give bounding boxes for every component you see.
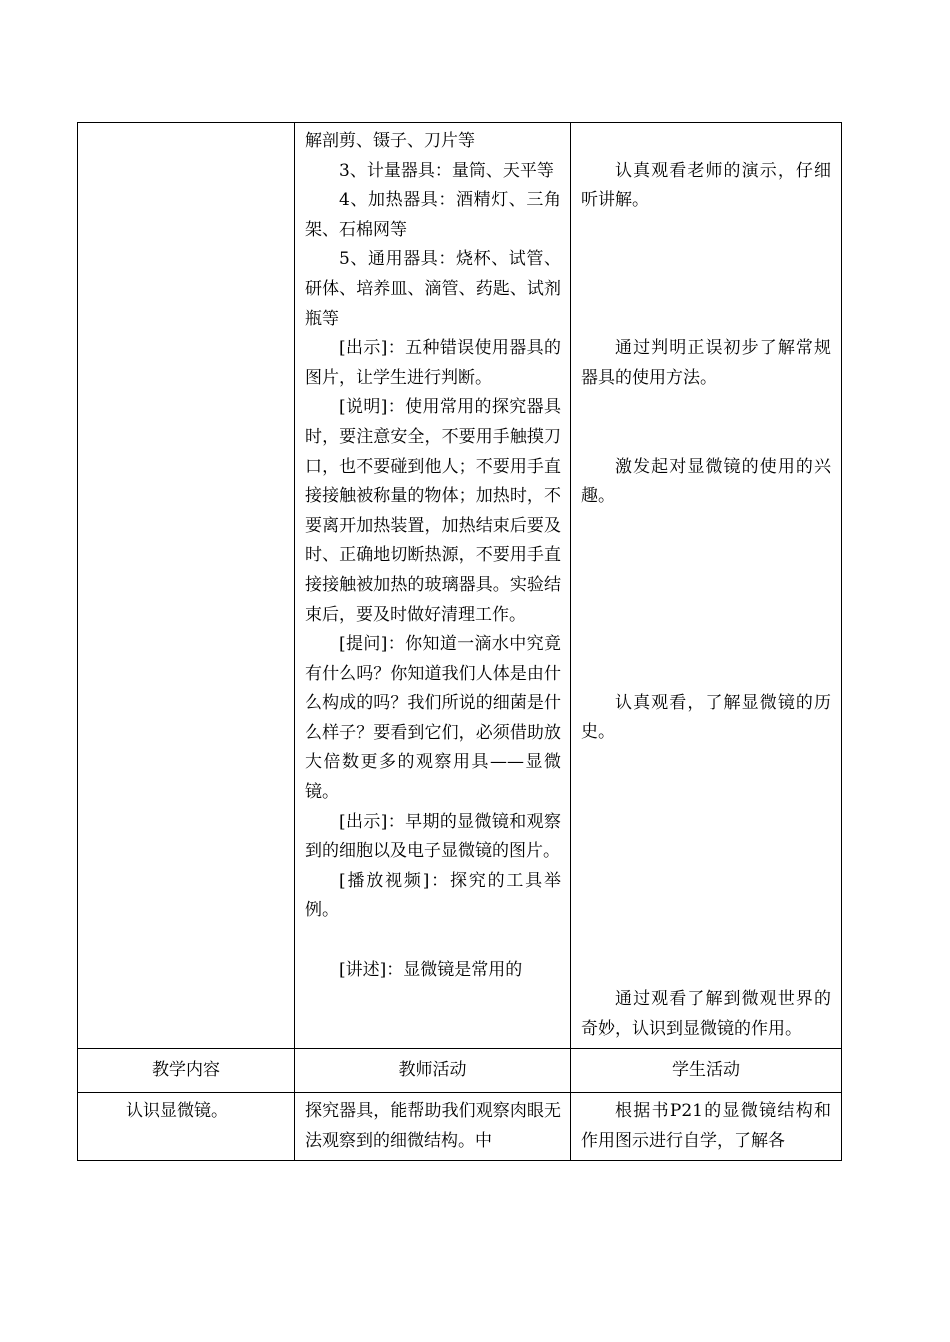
- teacher-line-7: [提问]：你知道一滴水中究竟有什么吗？你知道我们人体是由什么构成的吗？我们所说的细菌是什么样子？要看到它们，必须借助放大倍数更多的观察用具——显微镜。: [305, 634, 561, 803]
- teacher-line-3: 4、加热器具：酒精灯、三角架、石棉网等: [305, 190, 561, 240]
- teacher-line-5: [出示]：五种错误使用器具的图片，让学生进行判断。: [305, 338, 561, 388]
- spacer: [581, 127, 831, 157]
- teacher-activity-cell-microscope: 探究器具，能帮助我们观察肉眼无法观察到的细微结构。中: [295, 1093, 571, 1161]
- spacer: [305, 926, 561, 956]
- student-line-4: 认真观看，了解显微镜的历史。: [581, 692, 831, 743]
- content-cell-continuation: [78, 123, 295, 1049]
- teacher-line-6: [说明]：使用常用的探究器具时，要注意安全，不要用手触摸刀口，也不要碰到他人；不要用手直接接触被称量的物体；加热时，不要离开加热装置，加热结束后要及时、正确地切断热源，不要用手直接接触被加热的玻璃器具。实验结束后，要及时做好清理工作。: [305, 397, 561, 625]
- teacher-line-9: [播放视频]：探究的工具举例。: [305, 870, 561, 921]
- table-row-continuation: [78, 123, 842, 1049]
- table-row-microscope: [78, 1093, 842, 1161]
- student-activity-cell: [571, 123, 842, 1049]
- content-cell-microscope: 认识显微镜。: [78, 1093, 295, 1161]
- header-student-activity: 学生活动: [571, 1049, 842, 1093]
- student-line-2: 通过判明正误初步了解常规器具的使用方法。: [581, 338, 831, 388]
- spacer: [581, 512, 831, 689]
- spacer: [581, 394, 831, 453]
- student-line-microscope: 根据书P21的显微镜结构和作用图示进行自学，了解各: [581, 1101, 831, 1151]
- table-header-row: [78, 1049, 842, 1093]
- teacher-line-10: [讲述]：显微镜是常用的: [339, 959, 523, 980]
- spacer: [581, 305, 831, 335]
- teacher-line-4: 5、通用器具：烧杯、试管、研体、培养皿、滴管、药匙、试剂瓶等: [305, 249, 561, 329]
- lesson-plan-table: [77, 122, 842, 1161]
- teacher-activity-cell: [295, 123, 571, 1049]
- spacer: [581, 216, 831, 305]
- teacher-line-2: 3、计量器具：量筒、天平等: [339, 160, 554, 181]
- header-teaching-content: 教学内容: [78, 1049, 295, 1093]
- teacher-line-1: 解剖剪、镊子、刀片等: [305, 131, 475, 151]
- teacher-line-8: [出示]：早期的显微镜和观察到的细胞以及电子显微镜的图片。: [305, 811, 561, 862]
- student-line-5: 通过观看了解到微观世界的奇妙，认识到显微镜的作用。: [581, 988, 831, 1039]
- student-line-1: 认真观看老师的演示，仔细听讲解。: [581, 160, 831, 211]
- student-activity-cell-microscope: [571, 1093, 842, 1161]
- spacer: [581, 748, 831, 985]
- student-line-3: 激发起对显微镜的使用的兴趣。: [581, 456, 831, 507]
- header-teacher-activity: 教师活动: [295, 1049, 571, 1093]
